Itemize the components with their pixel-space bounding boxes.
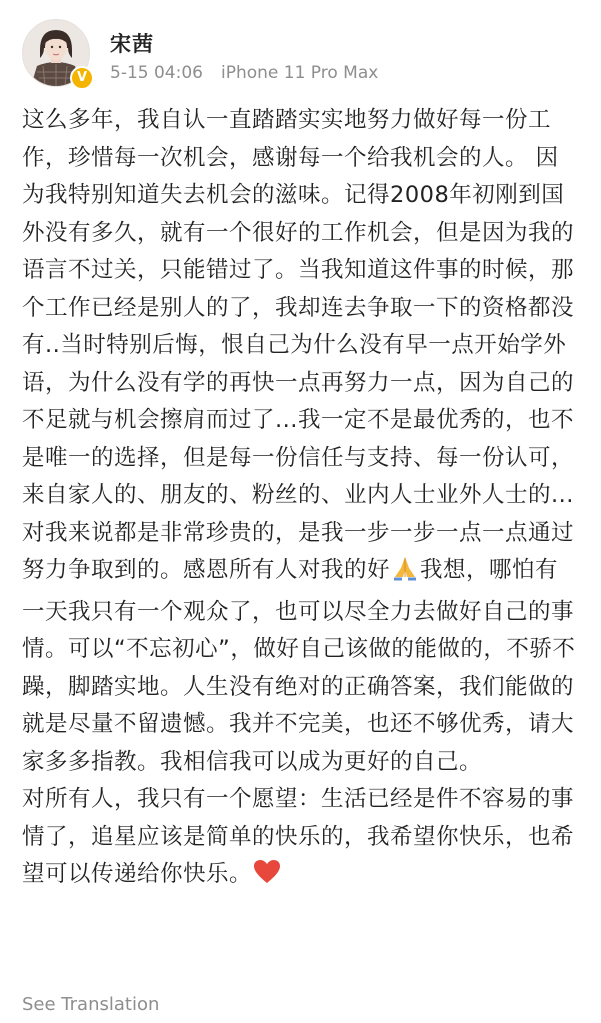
post-meta (110, 63, 378, 83)
post-time: 5-15 04:06 (110, 63, 203, 83)
praying-hands-emoji (390, 555, 420, 594)
post-device: iPhone 11 Pro Max (220, 63, 379, 83)
post-header (22, 14, 582, 90)
post-text-part: 对所有人，我只有一个愿望：生活已经是件不容易的事情了，追星应该是简单的快乐的，我希望你快乐，也希望可以传递给你快乐。 (22, 786, 575, 887)
post-paragraph (22, 102, 578, 781)
author-name[interactable]: 宋茜 (110, 32, 154, 56)
verified-badge-icon: V (70, 66, 94, 90)
post-paragraph (22, 781, 578, 898)
red-heart-emoji (252, 859, 282, 898)
post-text-part: 这么多年，我自认一直踏踏实实地努力做好每一份工作，珍惜每一次机会，感谢每一个给我机会的人。 因为我特别知道失去机会的滋味。记得2008年初刚到国外没有多久，就有一个很好的工作机会，但是因为我的语言不过关，只能错过了。当我知道这件事的时候，那个工作已经是别人的了，我却连去争取一下的资格都没有..当时特别后悔，恨自己为什么没有早一点开始学外语，为什么没有学的再快一点再努力一点，因为自己的不足就与机会擦肩而过了...我一定不是最优秀的，也不是唯一的选择，但是每一份信任与支持、每一份认可，来自家人的、朋友的、粉丝的、业内人士业外人士的...对我来说都是非常珍贵的，是我一步一步一点一点通过努力争取到的。感恩所有人对我的好 (22, 107, 575, 583)
post-body (22, 102, 578, 898)
see-translation-link[interactable]: See Translation (22, 994, 160, 1015)
post-text-part: 我想，哪怕有一天我只有一个观众了，也可以尽全力去做好自己的事情。可以“不忘初心”，做好自己该做的能做的，不骄不躁，脚踏实地。人生没有绝对的正确答案，我们能做的就是尽量不留遗憾。我并不完美，也还不够优秀，请大家多多指教。我相信我可以成为更好的自己。 (22, 557, 576, 775)
